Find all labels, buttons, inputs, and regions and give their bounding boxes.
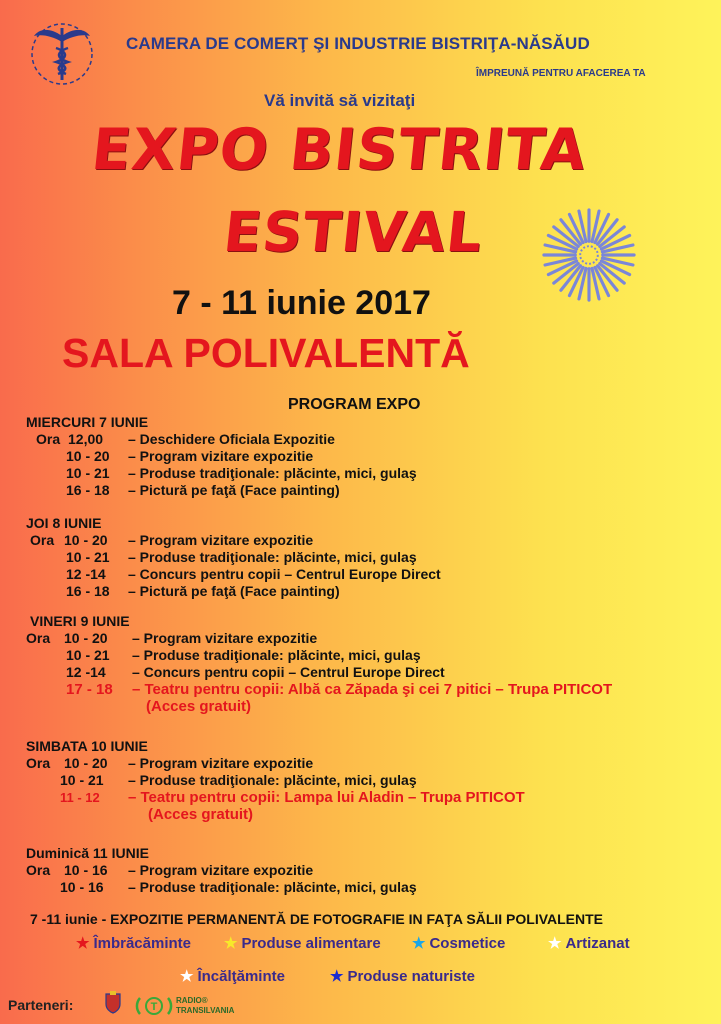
schedule-row bbox=[0, 566, 700, 583]
row-time: 10 - 21 bbox=[60, 772, 104, 788]
row-description: – Program vizitare expozitie bbox=[128, 755, 314, 771]
row-time: 10 - 16 bbox=[60, 879, 104, 895]
row-description: – Concurs pentru copii – Centrul Europe Direct bbox=[128, 566, 441, 582]
category-label: Încălţăminte bbox=[197, 968, 285, 985]
row-time: 10 - 20 bbox=[64, 532, 108, 548]
star-icon: ★ bbox=[180, 968, 194, 985]
permanent-exhibition: 7 -11 iunie - EXPOZITIE PERMANENTĂ DE FOTOGRAFIE IN FAŢA SĂLII POLIVALENTE bbox=[30, 911, 604, 927]
row-description: (Acces gratuit) bbox=[148, 806, 254, 823]
row-description: – Pictură pe faţă (Face painting) bbox=[128, 583, 340, 599]
category-item bbox=[330, 967, 475, 985]
radio-name-line1: RADIO® bbox=[176, 996, 208, 1005]
row-description: – Deschidere Oficiala Expozitie bbox=[128, 431, 335, 447]
schedule-row bbox=[0, 772, 700, 789]
schedule-row bbox=[0, 681, 700, 698]
row-description: – Concurs pentru copii – Centrul Europe Direct bbox=[132, 664, 445, 680]
event-title: EXPO BISTRITA bbox=[88, 117, 590, 183]
schedule-row bbox=[0, 789, 700, 806]
row-prefix: Ora bbox=[36, 431, 61, 447]
radio-name bbox=[176, 996, 234, 1016]
row-description: – Program vizitare expozitie bbox=[128, 862, 314, 878]
row-description: – Produse tradiţionale: plăcinte, mici, gulaş bbox=[128, 549, 417, 565]
svg-text:T: T bbox=[150, 1001, 158, 1013]
row-time: 16 - 18 bbox=[66, 482, 110, 498]
row-description: – Teatru pentru copii: Lampa lui Aladin – Trupa PITICOT bbox=[128, 789, 525, 806]
row-description: – Produse tradiţionale: plăcinte, mici, gulaş bbox=[128, 772, 417, 788]
county-crest-logo bbox=[104, 990, 122, 1014]
row-time: 16 - 18 bbox=[66, 583, 110, 599]
schedule-row bbox=[0, 465, 700, 482]
row-description: – Pictură pe faţă (Face painting) bbox=[128, 482, 340, 498]
category-item bbox=[76, 934, 191, 952]
caduceus-logo bbox=[26, 18, 98, 88]
schedule-row bbox=[0, 583, 700, 600]
row-description: – Teatru pentru copii: Albă ca Zăpada şi cei 7 pitici – Trupa PITICOT bbox=[132, 681, 613, 698]
organization-motto: ÎMPREUNĂ PENTRU AFACEREA TA bbox=[476, 68, 646, 79]
row-prefix: Ora bbox=[30, 532, 55, 548]
schedule-row bbox=[0, 862, 700, 879]
category-label: Cosmetice bbox=[429, 935, 506, 952]
row-description: – Produse tradiţionale: plăcinte, mici, gulaş bbox=[128, 879, 417, 895]
firework-icon bbox=[540, 206, 638, 304]
schedule-row bbox=[0, 647, 700, 664]
category-label: Produse alimentare bbox=[241, 935, 381, 952]
row-description: – Program vizitare expozitie bbox=[128, 532, 314, 548]
row-description: (Acces gratuit) bbox=[146, 698, 252, 715]
star-icon: ★ bbox=[548, 935, 562, 952]
program-title: PROGRAM EXPO bbox=[288, 396, 421, 413]
event-dates: 7 - 11 iunie 2017 bbox=[172, 284, 431, 322]
schedule-row bbox=[0, 879, 700, 896]
radio-transilvania-logo bbox=[134, 994, 174, 1018]
day-heading: SIMBATA 10 IUNIE bbox=[26, 738, 148, 754]
schedule-row bbox=[0, 664, 700, 681]
schedule-row bbox=[0, 482, 700, 499]
row-time: 10 - 16 bbox=[64, 862, 108, 878]
invite-text: Vă invită să vizitaţi bbox=[264, 91, 416, 110]
row-prefix: Ora bbox=[26, 630, 51, 646]
schedule-row bbox=[0, 549, 700, 566]
row-time: 10 - 21 bbox=[66, 549, 110, 565]
row-time: 10 - 20 bbox=[66, 448, 110, 464]
star-icon: ★ bbox=[330, 968, 344, 985]
schedule-row bbox=[0, 448, 700, 465]
row-description: – Produse tradiţionale: plăcinte, mici, gulaş bbox=[132, 647, 421, 663]
category-item bbox=[224, 934, 381, 952]
row-time: 12 -14 bbox=[66, 664, 106, 680]
category-item bbox=[180, 967, 285, 985]
row-prefix: Ora bbox=[26, 862, 51, 878]
row-time: 10 - 20 bbox=[64, 755, 108, 771]
organization-name: CAMERA DE COMERŢ ŞI INDUSTRIE BISTRIŢA-NĂSĂUD bbox=[126, 34, 590, 53]
radio-name-line2: TRANSILVANIA bbox=[176, 1006, 235, 1015]
event-subtitle: ESTIVAL bbox=[220, 200, 486, 264]
row-time: 12 -14 bbox=[66, 566, 106, 582]
row-time: 10 - 21 bbox=[66, 465, 110, 481]
row-description: – Produse tradiţionale: plăcinte, mici, gulaş bbox=[128, 465, 417, 481]
row-time: 10 - 20 bbox=[64, 630, 108, 646]
schedule-row bbox=[0, 698, 700, 715]
row-time: 12,00 bbox=[68, 431, 104, 447]
row-description: – Program vizitare expozitie bbox=[128, 448, 314, 464]
day-heading: JOI 8 IUNIE bbox=[26, 515, 102, 531]
event-venue: SALA POLIVALENTĂ bbox=[62, 330, 470, 376]
schedule-row bbox=[0, 431, 700, 448]
category-label: Produse naturiste bbox=[347, 968, 475, 985]
schedule-row bbox=[0, 806, 700, 823]
schedule-row bbox=[0, 532, 700, 549]
row-description: – Program vizitare expozitie bbox=[132, 630, 318, 646]
day-heading: Duminică 11 IUNIE bbox=[26, 845, 149, 861]
day-heading: MIERCURI 7 IUNIE bbox=[26, 414, 149, 430]
row-time: 11 - 12 bbox=[60, 790, 100, 805]
schedule-row bbox=[0, 630, 700, 647]
category-label: Îmbrăcăminte bbox=[93, 935, 191, 952]
firework-center bbox=[580, 246, 598, 264]
category-item bbox=[548, 934, 630, 952]
category-label: Artizanat bbox=[565, 935, 630, 952]
category-item bbox=[412, 934, 505, 952]
star-icon: ★ bbox=[412, 935, 426, 952]
row-time: 17 - 18 bbox=[66, 681, 113, 698]
schedule-row bbox=[0, 755, 700, 772]
partners-label: Parteneri: bbox=[8, 997, 74, 1013]
row-prefix: Ora bbox=[26, 755, 51, 771]
row-time: 10 - 21 bbox=[66, 647, 110, 663]
day-heading: VINERI 9 IUNIE bbox=[30, 613, 130, 629]
star-icon: ★ bbox=[224, 935, 238, 952]
star-icon: ★ bbox=[76, 935, 90, 952]
